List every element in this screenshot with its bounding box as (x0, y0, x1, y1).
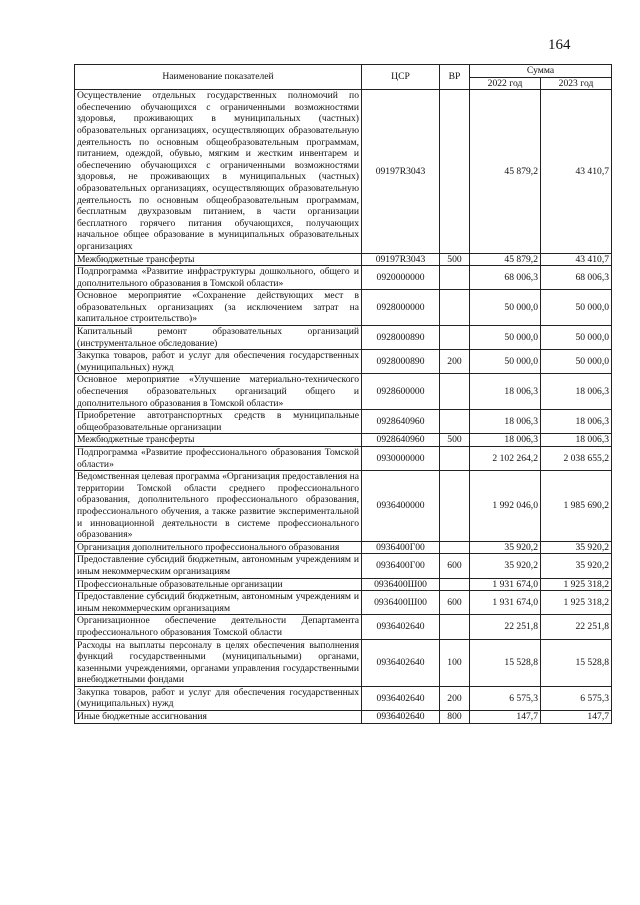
row-csr: 0936402640 (362, 686, 440, 710)
row-csr: 0928640960 (362, 410, 440, 434)
row-sum-2023: 2 038 655,2 (541, 447, 612, 471)
row-vr: 500 (440, 253, 470, 266)
row-name: Подпрограмма «Развитие инфраструктуры дошкольного, общего и дополнительного образования в Томской области» (75, 266, 362, 290)
table-row (75, 615, 612, 639)
header-vr: ВР (440, 65, 470, 90)
row-vr: 800 (440, 711, 470, 724)
row-sum-2023: 1 925 318,2 (541, 578, 612, 591)
row-sum-2022: 18 006,3 (470, 410, 541, 434)
row-vr (440, 374, 470, 410)
table-row (75, 290, 612, 326)
row-csr: 0936400Г00 (362, 554, 440, 578)
table-row (75, 554, 612, 578)
row-sum-2022: 1 931 674,0 (470, 591, 541, 615)
table-row (75, 90, 612, 253)
row-name: Подпрограмма «Развитие профессионального образования Томской области» (75, 447, 362, 471)
table-row (75, 686, 612, 710)
row-sum-2023: 50 000,0 (541, 350, 612, 374)
row-name: Основное мероприятие «Сохранение действующих мест в образовательных организациях (за исключением затрат на капитальное строительство)» (75, 290, 362, 326)
row-name: Предоставление субсидий бюджетным, автономным учреждениям и иным некоммерческим организациям (75, 554, 362, 578)
row-csr: 0936400Ш00 (362, 578, 440, 591)
row-sum-2023: 35 920,2 (541, 541, 612, 554)
table-row (75, 711, 612, 724)
row-name: Организация дополнительного профессионального образования (75, 541, 362, 554)
row-sum-2023: 1 985 690,2 (541, 471, 612, 542)
page-number: 164 (548, 37, 571, 53)
table-row (75, 471, 612, 542)
row-name: Предоставление субсидий бюджетным, автономным учреждениям и иным некоммерческим организациям (75, 591, 362, 615)
table-row (75, 253, 612, 266)
row-sum-2022: 50 000,0 (470, 326, 541, 350)
table-row (75, 639, 612, 686)
row-sum-2022: 50 000,0 (470, 290, 541, 326)
row-vr (440, 410, 470, 434)
row-sum-2022: 1 931 674,0 (470, 578, 541, 591)
row-vr: 600 (440, 591, 470, 615)
row-csr: 09197R3043 (362, 90, 440, 253)
row-vr (440, 90, 470, 253)
table-row (75, 326, 612, 350)
table-row (75, 578, 612, 591)
row-sum-2022: 147,7 (470, 711, 541, 724)
row-sum-2022: 45 879,2 (470, 90, 541, 253)
row-csr: 0936402640 (362, 711, 440, 724)
row-vr (440, 447, 470, 471)
table-row (75, 434, 612, 447)
row-csr: 0920000000 (362, 266, 440, 290)
row-sum-2022: 45 879,2 (470, 253, 541, 266)
row-csr: 0936402640 (362, 615, 440, 639)
header-name: Наименование показателей (75, 65, 362, 90)
row-sum-2022: 50 000,0 (470, 350, 541, 374)
row-name: Приобретение автотранспортных средств в муниципальные общеобразовательные организации (75, 410, 362, 434)
budget-table (74, 64, 612, 724)
row-sum-2022: 15 528,8 (470, 639, 541, 686)
row-name: Закупка товаров, работ и услуг для обеспечения государственных (муниципальных) нужд (75, 686, 362, 710)
row-sum-2022: 68 006,3 (470, 266, 541, 290)
row-name: Иные бюджетные ассигнования (75, 711, 362, 724)
row-sum-2023: 18 006,3 (541, 374, 612, 410)
row-vr: 200 (440, 350, 470, 374)
row-name: Расходы на выплаты персоналу в целях обеспечения выполнения функций государственными (муниципальными) органами, казенными учреждениями, органами управления государственными внебюджетными фондами (75, 639, 362, 686)
row-sum-2023: 18 006,3 (541, 410, 612, 434)
row-name: Капитальный ремонт образовательных организаций (инструментальное обследование) (75, 326, 362, 350)
row-sum-2022: 35 920,2 (470, 554, 541, 578)
row-vr: 100 (440, 639, 470, 686)
row-sum-2023: 18 006,3 (541, 434, 612, 447)
row-vr (440, 266, 470, 290)
header-year-2022: 2022 год (470, 77, 541, 90)
row-sum-2022: 35 920,2 (470, 541, 541, 554)
table-row (75, 591, 612, 615)
row-sum-2022: 18 006,3 (470, 434, 541, 447)
table-row (75, 266, 612, 290)
row-name: Основное мероприятие «Улучшение материально-технического обеспечения образовательных организаций общего и дополнительного образования в Томской области» (75, 374, 362, 410)
row-csr: 0936400Г00 (362, 541, 440, 554)
row-sum-2023: 15 528,8 (541, 639, 612, 686)
table-row (75, 350, 612, 374)
row-vr (440, 290, 470, 326)
table-row (75, 410, 612, 434)
row-csr: 0930000000 (362, 447, 440, 471)
row-csr: 0936400Ш00 (362, 591, 440, 615)
row-name: Ведомственная целевая программа «Организация предоставления на территории Томской области среднего профессионального образования, дополнительного профессионального образования, профессионального обучения, а также развитие экспериментальной и инновационной деятельности в системе профессионального образования» (75, 471, 362, 542)
row-name: Организационное обеспечение деятельности Департамента профессионального образования Томской области (75, 615, 362, 639)
row-csr: 09197R3043 (362, 253, 440, 266)
table-row (75, 541, 612, 554)
row-vr: 600 (440, 554, 470, 578)
row-vr (440, 578, 470, 591)
row-csr: 0936400000 (362, 471, 440, 542)
row-vr (440, 615, 470, 639)
row-csr: 0928000890 (362, 326, 440, 350)
header-year-2023: 2023 год (541, 77, 612, 90)
row-sum-2023: 43 410,7 (541, 90, 612, 253)
row-sum-2022: 1 992 046,0 (470, 471, 541, 542)
table-row (75, 374, 612, 410)
row-vr (440, 471, 470, 542)
table-row (75, 447, 612, 471)
row-vr (440, 326, 470, 350)
row-sum-2023: 35 920,2 (541, 554, 612, 578)
row-sum-2022: 22 251,8 (470, 615, 541, 639)
row-sum-2023: 50 000,0 (541, 290, 612, 326)
row-sum-2023: 1 925 318,2 (541, 591, 612, 615)
row-csr: 0928000000 (362, 290, 440, 326)
header-sum: Сумма (470, 65, 612, 78)
row-vr: 200 (440, 686, 470, 710)
row-sum-2023: 68 006,3 (541, 266, 612, 290)
row-sum-2023: 147,7 (541, 711, 612, 724)
header-csr: ЦСР (362, 65, 440, 90)
row-sum-2022: 2 102 264,2 (470, 447, 541, 471)
row-sum-2023: 43 410,7 (541, 253, 612, 266)
row-sum-2023: 50 000,0 (541, 326, 612, 350)
row-sum-2023: 6 575,3 (541, 686, 612, 710)
row-name: Закупка товаров, работ и услуг для обеспечения государственных (муниципальных) нужд (75, 350, 362, 374)
row-name: Осуществление отдельных государственных полномочий по обеспечению обучающихся с ограниченными возможностями здоровья, проживающих в муниципальных (частных) образовательных организациях, осуществляющих образовательную деятельность по основным общеобразовательным программам, питанием, одеждой, обувью, мягким и жестким инвентарем и обеспечению обучающихся с ограниченными возможностями здоровья, не проживающих в муниципальных (частных) образовательных организациях, осуществляющих образовательную деятельность по основным общеобразовательным программам, бесплатным двухразовым питанием, в части организации бесплатного горячего питания обучающихся, получающих начальное общее образование в муниципальных образовательных организациях (75, 90, 362, 253)
row-csr: 0936402640 (362, 639, 440, 686)
row-vr (440, 541, 470, 554)
row-name: Межбюджетные трансферты (75, 253, 362, 266)
row-sum-2023: 22 251,8 (541, 615, 612, 639)
row-name: Профессиональные образовательные организации (75, 578, 362, 591)
row-csr: 0928000890 (362, 350, 440, 374)
row-csr: 0928600000 (362, 374, 440, 410)
row-csr: 0928640960 (362, 434, 440, 447)
row-sum-2022: 6 575,3 (470, 686, 541, 710)
row-sum-2022: 18 006,3 (470, 374, 541, 410)
row-vr: 500 (440, 434, 470, 447)
row-name: Межбюджетные трансферты (75, 434, 362, 447)
